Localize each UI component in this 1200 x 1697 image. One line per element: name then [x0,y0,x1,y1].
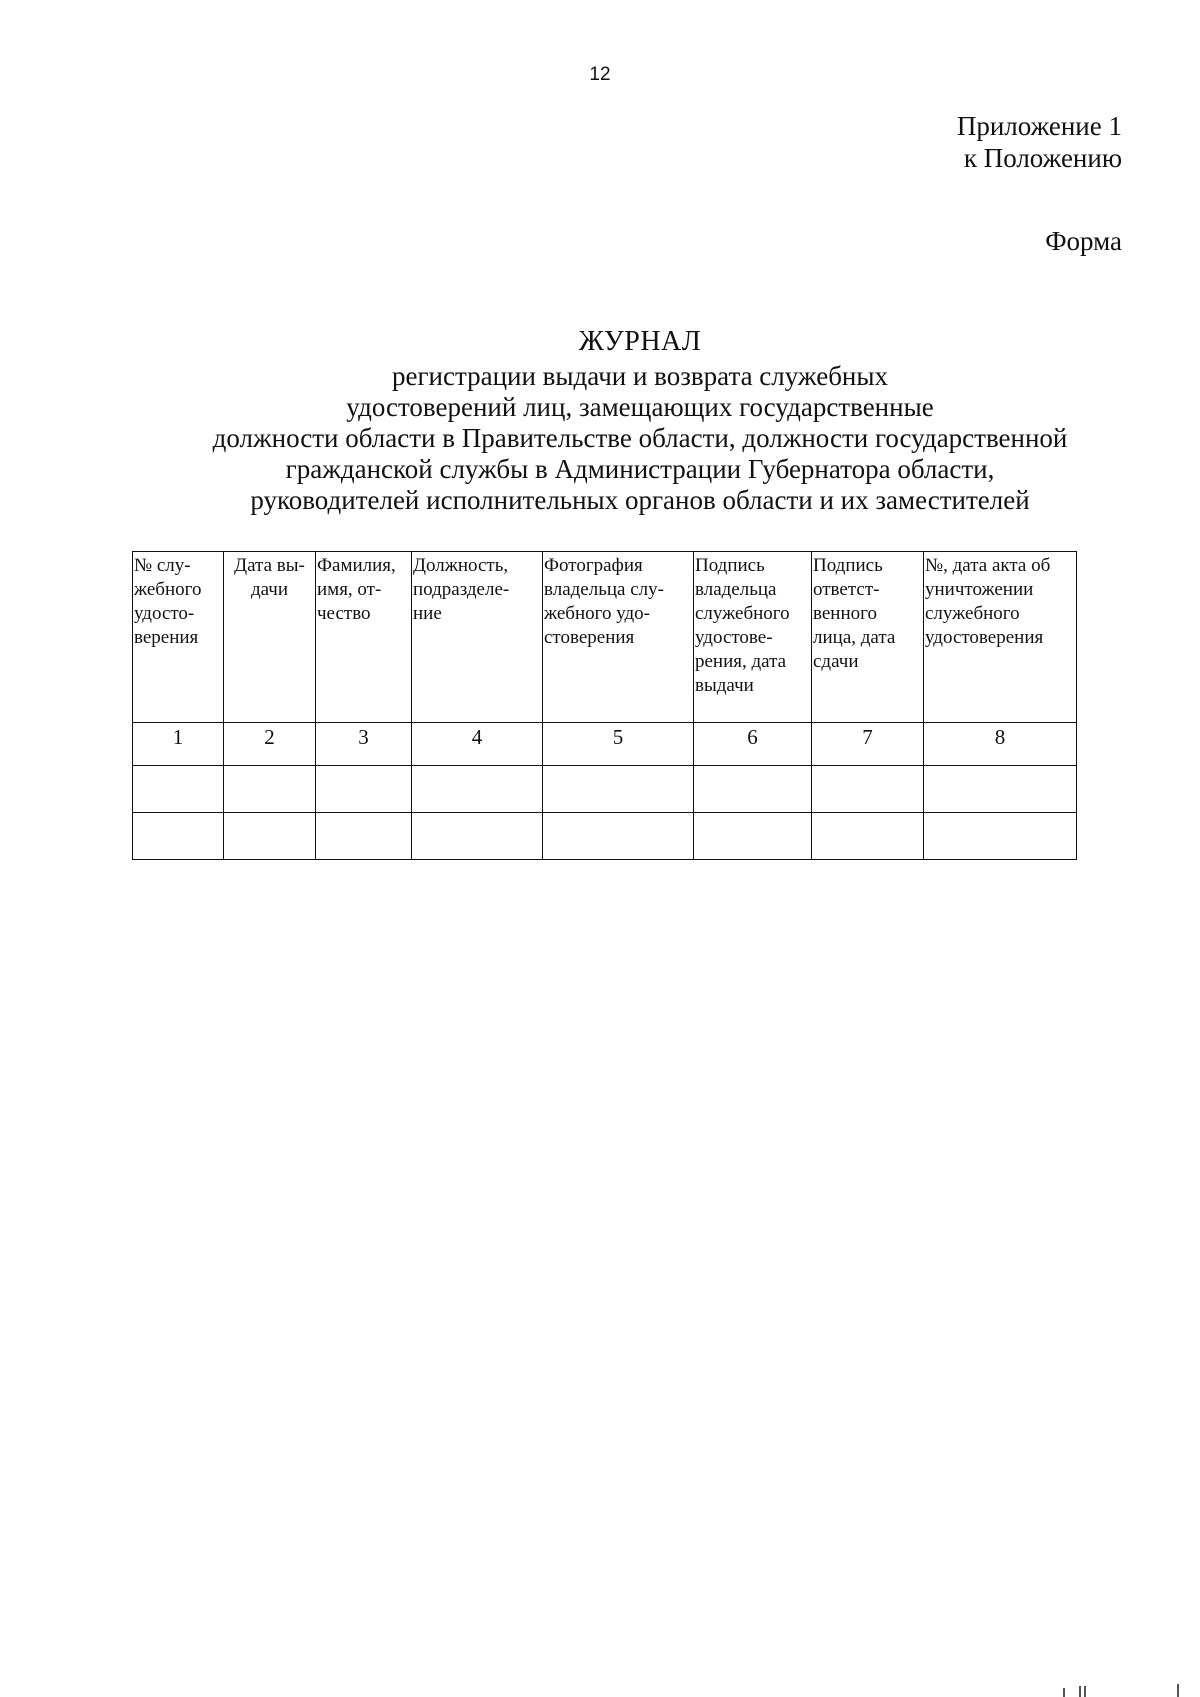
header-destruction-act: №, дата акта об уничтожении служебного удостоверения [924,552,1077,723]
table-cell [694,766,812,813]
table-cell [224,766,316,813]
table-cell [543,813,694,860]
column-number-cell: 4 [412,723,543,766]
scan-artifact [1063,1688,1065,1697]
table-cell [133,766,224,813]
column-number-cell: 3 [316,723,412,766]
journal-table [132,551,1077,860]
scan-artifact [1177,1684,1179,1697]
appendix-line-2: к Положению [963,143,1122,173]
table-cell [412,766,543,813]
page-number: 12 [589,64,611,85]
header-owner-photo: Фотография владельца слу- жебного удо- стоверения [543,552,694,723]
title-line-4: гражданской службы в Администрации Губернатора области, [285,454,995,484]
column-number-row [133,723,1077,766]
table-cell [812,766,924,813]
title-line-5: руководителей исполнительных органов области и их заместителей [250,485,1030,515]
header-owner-signature: Подпись владельца служебного удостове- рения, дата выдачи [694,552,812,723]
title-heading: ЖУРНАЛ [578,326,702,357]
header-responsible-signature: Подпись ответст- венного лица, дата сдачи [812,552,924,723]
table-cell [924,813,1077,860]
table-header-row [133,552,1077,723]
column-number-cell: 6 [694,723,812,766]
document-title [140,326,1140,516]
table-cell [133,813,224,860]
table-cell [412,813,543,860]
column-number-cell: 5 [543,723,694,766]
table-cell [812,813,924,860]
column-number-cell: 7 [812,723,924,766]
column-number-cell: 8 [924,723,1077,766]
title-line-3: должности области в Правительстве области, должности государственной [212,423,1068,453]
column-number-cell: 2 [224,723,316,766]
table-cell [924,766,1077,813]
column-number-cell: 1 [133,723,224,766]
table-cell [694,813,812,860]
table-row [133,813,1077,860]
table-cell [224,813,316,860]
scan-artifact [1079,1686,1081,1697]
table-cell [316,813,412,860]
title-line-2: удостоверений лиц, замещающих государственные [346,392,934,422]
header-issue-date: Дата вы- дачи [224,552,316,723]
header-certificate-number: № слу- жебного удосто- верения [133,552,224,723]
header-position-department: Должность, подразделе- ние [412,552,543,723]
appendix-reference [957,110,1122,174]
header-full-name: Фамилия, имя, от- чество [316,552,412,723]
title-line-1: регистрации выдачи и возврата служебных [391,361,889,391]
table-cell [316,766,412,813]
scan-artifact [1084,1686,1086,1697]
appendix-line-1: Приложение 1 [956,111,1122,141]
table-row [133,766,1077,813]
table-cell [543,766,694,813]
form-label: Форма [1045,226,1122,256]
